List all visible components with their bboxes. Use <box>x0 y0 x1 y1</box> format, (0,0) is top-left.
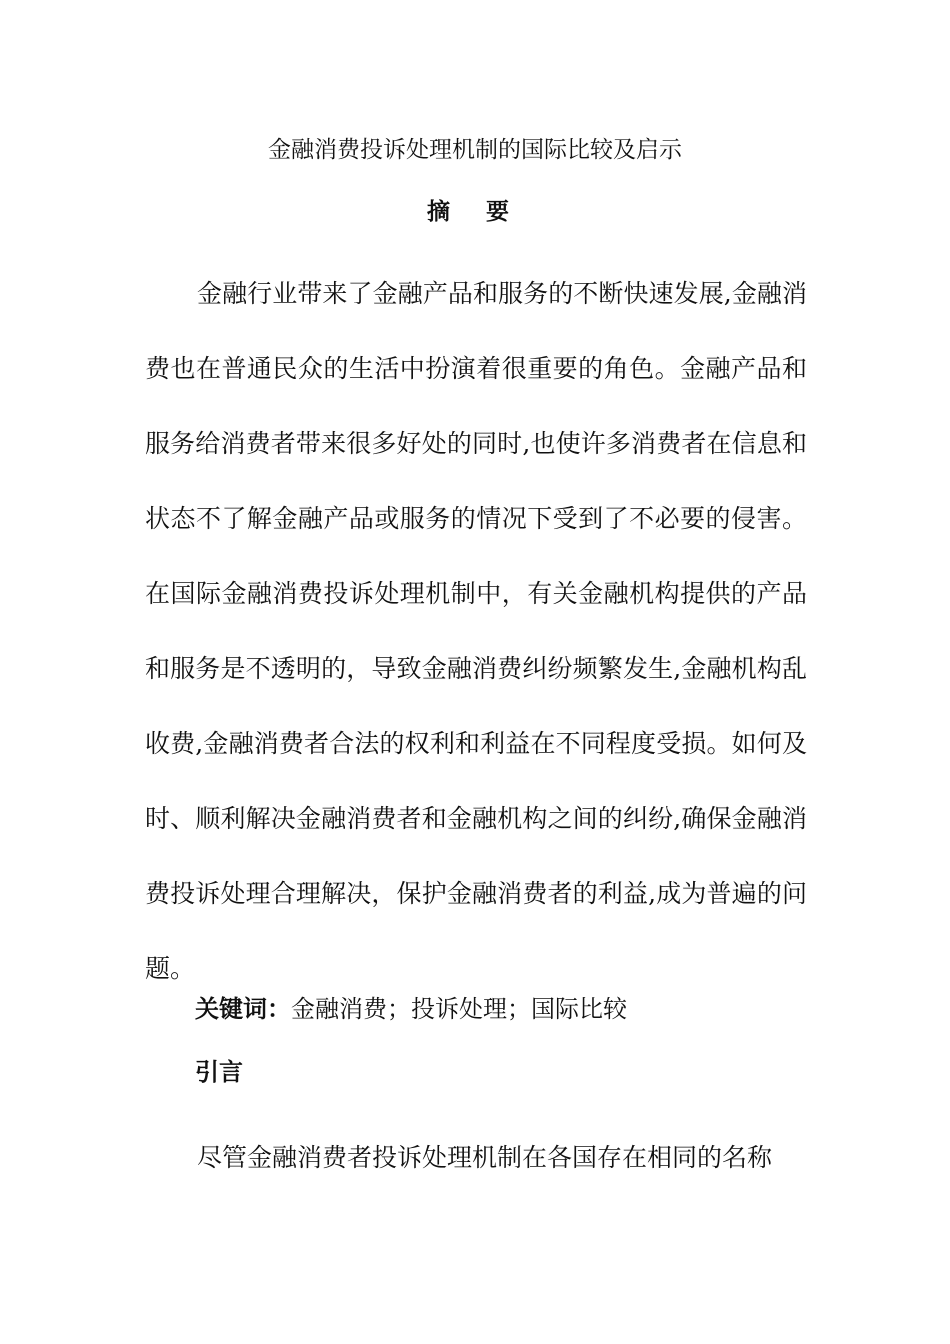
abstract-paragraph: 金融行业带来了金融产品和服务的不断快速发展,金融消费也在普通民众的生活中扮演着很重要的角色。金融产品和服务给消费者带来很多好处的同时,也使许多消费者在信息和状态不了解金融产品或服务的情况下受到了不必要的侵害。在国际金融消费投诉处理机制中，有关金融机构提供的产品和服务是不透明的，导致金融消费纠纷频繁发生,金融机构乱收费,金融消费者合法的权利和利益在不同程度受损。如何及时、顺利解决金融消费者和金融机构之间的纠纷,确保金融消费投诉处理合理解决，保护金融消费者的利益,成为普遍的问题。 <box>145 279 807 983</box>
keywords-line <box>195 992 627 1026</box>
intro-heading: 引言 <box>195 1058 243 1086</box>
abstract-heading: 摘 要 <box>426 199 523 225</box>
intro-paragraph: 尽管金融消费者投诉处理机制在各国存在相同的名称 <box>197 1143 773 1172</box>
document-title: 金融消费投诉处理机制的国际比较及启示 <box>268 137 682 163</box>
keywords-label: 关键词： <box>195 995 291 1023</box>
keywords-value: 金融消费；投诉处理；国际比较 <box>291 995 627 1023</box>
